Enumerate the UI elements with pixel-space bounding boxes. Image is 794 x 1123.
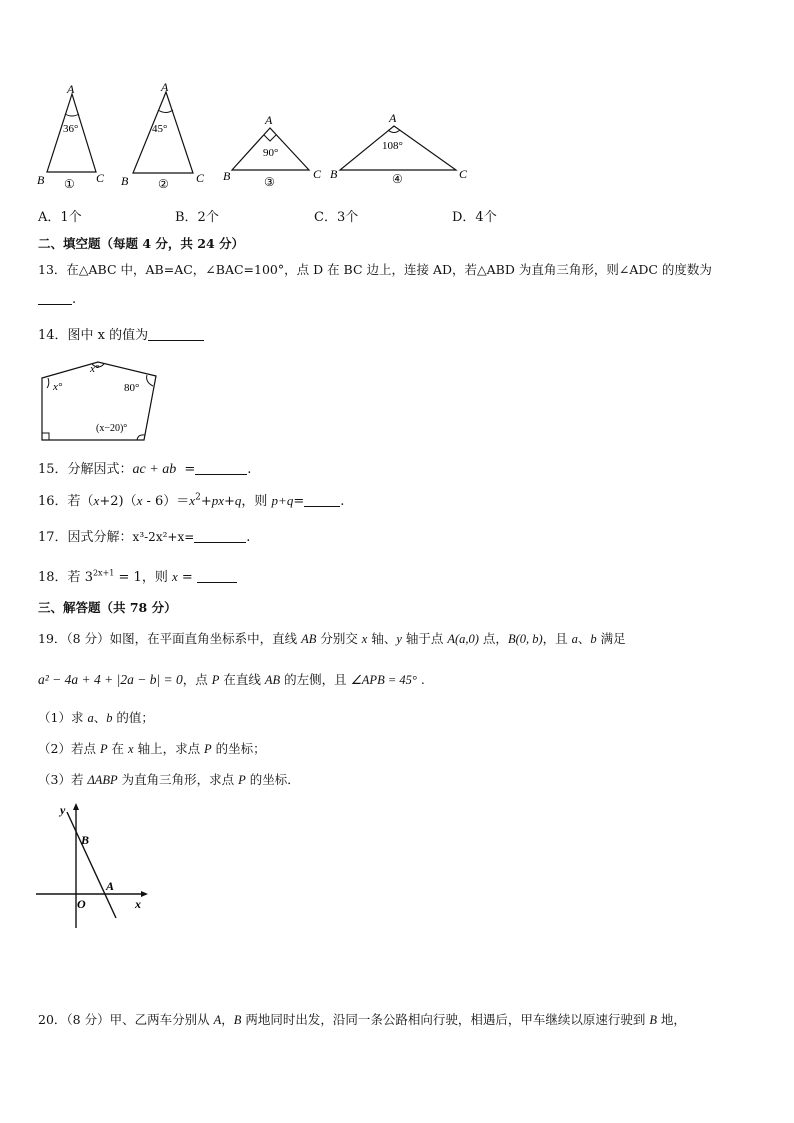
q19-ab: AB xyxy=(301,632,317,646)
q16-mid1: +2)（ xyxy=(99,494,137,509)
fig3-vertex-b: B xyxy=(223,169,231,183)
q15-prefix: 15．分解因式： xyxy=(38,462,133,477)
section-2-title: 二、填空题（每题 4 分，共 24 分） xyxy=(38,236,245,251)
q18-then: ，则 xyxy=(141,570,172,585)
q19-fig-y-label: y xyxy=(60,803,66,817)
q19-x: x xyxy=(361,632,368,646)
q19-l1g: 满足 xyxy=(596,631,626,646)
fig4-vertex-c: C xyxy=(459,167,468,181)
fig3-number: ③ xyxy=(264,175,275,189)
q13-answer-line xyxy=(38,292,76,307)
q20-place-a: A xyxy=(213,1013,222,1027)
q20-place-b: B xyxy=(233,1013,242,1027)
q16-px: px xyxy=(211,493,224,508)
q19-l1a: 19．（8 分）如图，在平面直角坐标系中，直线 xyxy=(38,631,302,646)
q19-coordinate-figure xyxy=(34,800,164,935)
q16-blank[interactable] xyxy=(304,494,340,507)
fig4-vertex-a: A xyxy=(389,111,397,125)
q16-plus2: + xyxy=(224,494,235,509)
q16-prefix: 16．若（ xyxy=(38,494,94,509)
q16-eq: = xyxy=(293,494,305,509)
fig1-vertex-b: B xyxy=(37,173,45,187)
q19-l1e: 点， xyxy=(478,631,508,646)
q19-fig-x-label: x xyxy=(135,897,141,911)
q16-plus: + xyxy=(200,494,212,509)
q19-l1f: ，且 xyxy=(542,631,572,646)
q12-figures xyxy=(30,78,480,196)
q14-text xyxy=(38,324,204,343)
fig3-angle-label: 90° xyxy=(263,147,279,159)
option-d: D．4个 xyxy=(452,210,497,225)
q19-sub1-a: （1）求 xyxy=(38,710,88,725)
q19-sub2-d: 的坐标； xyxy=(211,741,266,756)
fig2-angle-label: 45° xyxy=(152,123,168,135)
q15-end: . xyxy=(247,462,252,477)
q18-blank[interactable] xyxy=(197,570,237,583)
q17-end: . xyxy=(246,530,251,545)
q16-xsq: x xyxy=(189,493,196,508)
q18-exp: 2x+1 xyxy=(92,568,115,578)
q20-d: 地， xyxy=(656,1012,686,1027)
q17-expr: x³-2x²+x= xyxy=(132,530,195,544)
q19-angle: ∠APB = 45° xyxy=(350,673,417,687)
q19-l1b: 分别交 xyxy=(316,631,362,646)
q19-sub3-tri: ΔABP xyxy=(87,773,118,787)
q19-p: P xyxy=(211,673,220,687)
q19-sub3-p: P xyxy=(238,773,246,787)
q18-prefix: 18．若 xyxy=(38,570,85,585)
triangle-figure-4 xyxy=(330,111,468,186)
q19-a-coord: (a,0) xyxy=(455,632,479,646)
q18-eq2: = xyxy=(177,570,197,585)
q13-end: . xyxy=(72,292,77,307)
triangle-figure-3 xyxy=(223,113,322,189)
q19-l2c: 在直线 xyxy=(219,672,265,687)
q19-l2e: . xyxy=(416,672,425,687)
q19-line-1 xyxy=(38,629,626,647)
q20-b: ， xyxy=(221,1012,234,1027)
q19-fig-origin-label: O xyxy=(77,897,86,911)
q16-text xyxy=(38,490,344,509)
q19-sub-2 xyxy=(38,739,266,757)
fig4-vertex-b: B xyxy=(330,167,338,181)
q19-a-point: A xyxy=(447,632,455,646)
q19-ab2: AB xyxy=(264,673,281,687)
q19-sub-3 xyxy=(38,770,300,788)
fig1-vertex-c: C xyxy=(96,171,105,185)
fig4-number: ④ xyxy=(392,172,403,186)
q14-angle-right: 80° xyxy=(124,382,140,394)
fig2-vertex-b: B xyxy=(121,174,129,188)
q18-eq: = 1 xyxy=(114,570,142,585)
q19-l2b: ，点 xyxy=(182,672,212,687)
q17-prefix: 17．因式分解： xyxy=(38,530,133,545)
q19-equation: a² − 4a + 4 + |2a − b| = 0 xyxy=(38,672,183,687)
q19-sub2-a: （2）若点 xyxy=(38,741,100,756)
q16-mid2: - 6）＝ xyxy=(142,494,190,509)
q16-sup: 2 xyxy=(195,492,201,503)
option-b: B．2个 xyxy=(175,210,219,225)
section-3-title: 三、解答题（共 78 分） xyxy=(38,600,177,615)
q18-x: x xyxy=(171,569,178,584)
q16-x2: x xyxy=(136,493,143,508)
q19-sub1-avar: a xyxy=(87,711,94,725)
q19-fig-b-label: B xyxy=(81,833,90,847)
q19-sub2-c: 轴上，求点 xyxy=(133,741,205,756)
fig1-angle-label: 36° xyxy=(63,123,79,135)
triangle-figure-1 xyxy=(37,82,105,191)
q20-a: 20．（8 分）甲、乙两车分别从 xyxy=(38,1012,214,1027)
q19-a: a xyxy=(571,632,578,646)
q19-sep: 、 xyxy=(577,631,591,646)
q19-sub2-p2: P xyxy=(204,742,212,756)
q15-expr: ac + ab xyxy=(132,462,177,477)
q19-l2d: 的左侧，且 xyxy=(280,672,351,687)
q19-fig-a-label: A xyxy=(106,879,115,893)
fig2-vertex-c: C xyxy=(196,171,205,185)
q19-sub3-a: （3）若 xyxy=(38,772,88,787)
fig1-number: ① xyxy=(64,177,75,191)
q19-sub2-x: x xyxy=(128,742,134,756)
q19-sub3-b: 为直角三角形，求点 xyxy=(117,772,239,787)
q19-l1c: 轴、 xyxy=(367,631,397,646)
q19-l1d: 轴于点 xyxy=(401,631,448,646)
q16-q: q xyxy=(234,493,242,508)
q16-end: . xyxy=(340,494,345,509)
q20-c: 两地同时出发，沿同一条公路相向行驶，相遇后，甲车继续以原速行驶到 xyxy=(241,1012,650,1027)
fig2-number: ② xyxy=(158,177,169,191)
q15-blank[interactable] xyxy=(195,462,247,475)
q19-b-coord: (0, b) xyxy=(515,632,543,646)
q13-blank[interactable] xyxy=(38,292,72,305)
q19-b-point: B xyxy=(507,632,516,646)
q14-angle-left: x° xyxy=(53,381,63,393)
q19-sub2-b: 在 xyxy=(107,741,129,756)
q20-place-b2: B xyxy=(649,1013,657,1027)
q14-blank[interactable] xyxy=(148,328,204,341)
q19-b: b xyxy=(590,632,597,646)
q17-text xyxy=(38,526,250,545)
fig3-vertex-a: A xyxy=(265,113,273,127)
q19-sub2-p: P xyxy=(99,742,108,756)
q19-sub1-bvar: b xyxy=(106,711,113,725)
fig2-vertex-a: A xyxy=(161,80,169,94)
option-a: A．1个 xyxy=(38,210,82,225)
q19-sub-1 xyxy=(38,708,154,726)
q14-angle-bottom: (x−20)° xyxy=(96,423,128,434)
fig1-vertex-a: A xyxy=(67,82,75,96)
q14-angle-top: x° xyxy=(90,363,100,375)
q19-y: y xyxy=(396,632,402,646)
q17-blank[interactable] xyxy=(194,530,246,543)
q18-text xyxy=(38,566,237,585)
option-c: C．3个 xyxy=(314,210,359,225)
fig4-angle-label: 108° xyxy=(382,140,403,152)
q15-eq: = xyxy=(184,462,196,477)
triangle-figure-2 xyxy=(121,80,205,191)
q15-text xyxy=(38,458,251,478)
q19-sub3-c: 的坐标． xyxy=(245,772,300,787)
fig3-vertex-c: C xyxy=(313,167,322,181)
q13-text: 13．在△ABC 中，AB=AC，∠BAC=100°，点 D 在 BC 边上，连接 AD，若△ABD 为直角三角形，则∠ADC 的度数为 xyxy=(38,262,712,277)
q19-line-2 xyxy=(38,670,425,688)
q19-sub1-sep: 、 xyxy=(93,710,107,725)
q16-pq: p+q xyxy=(271,493,294,508)
q14-pentagon-figure xyxy=(34,354,164,446)
q20-text xyxy=(38,1010,686,1028)
q19-sub1-b: 的值； xyxy=(112,710,154,725)
q16-then: ，则 xyxy=(241,494,272,509)
q16-x1: x xyxy=(93,493,100,508)
q14-label: 14．图中 x 的值为 xyxy=(38,328,149,343)
q18-base: 3 xyxy=(84,570,93,585)
